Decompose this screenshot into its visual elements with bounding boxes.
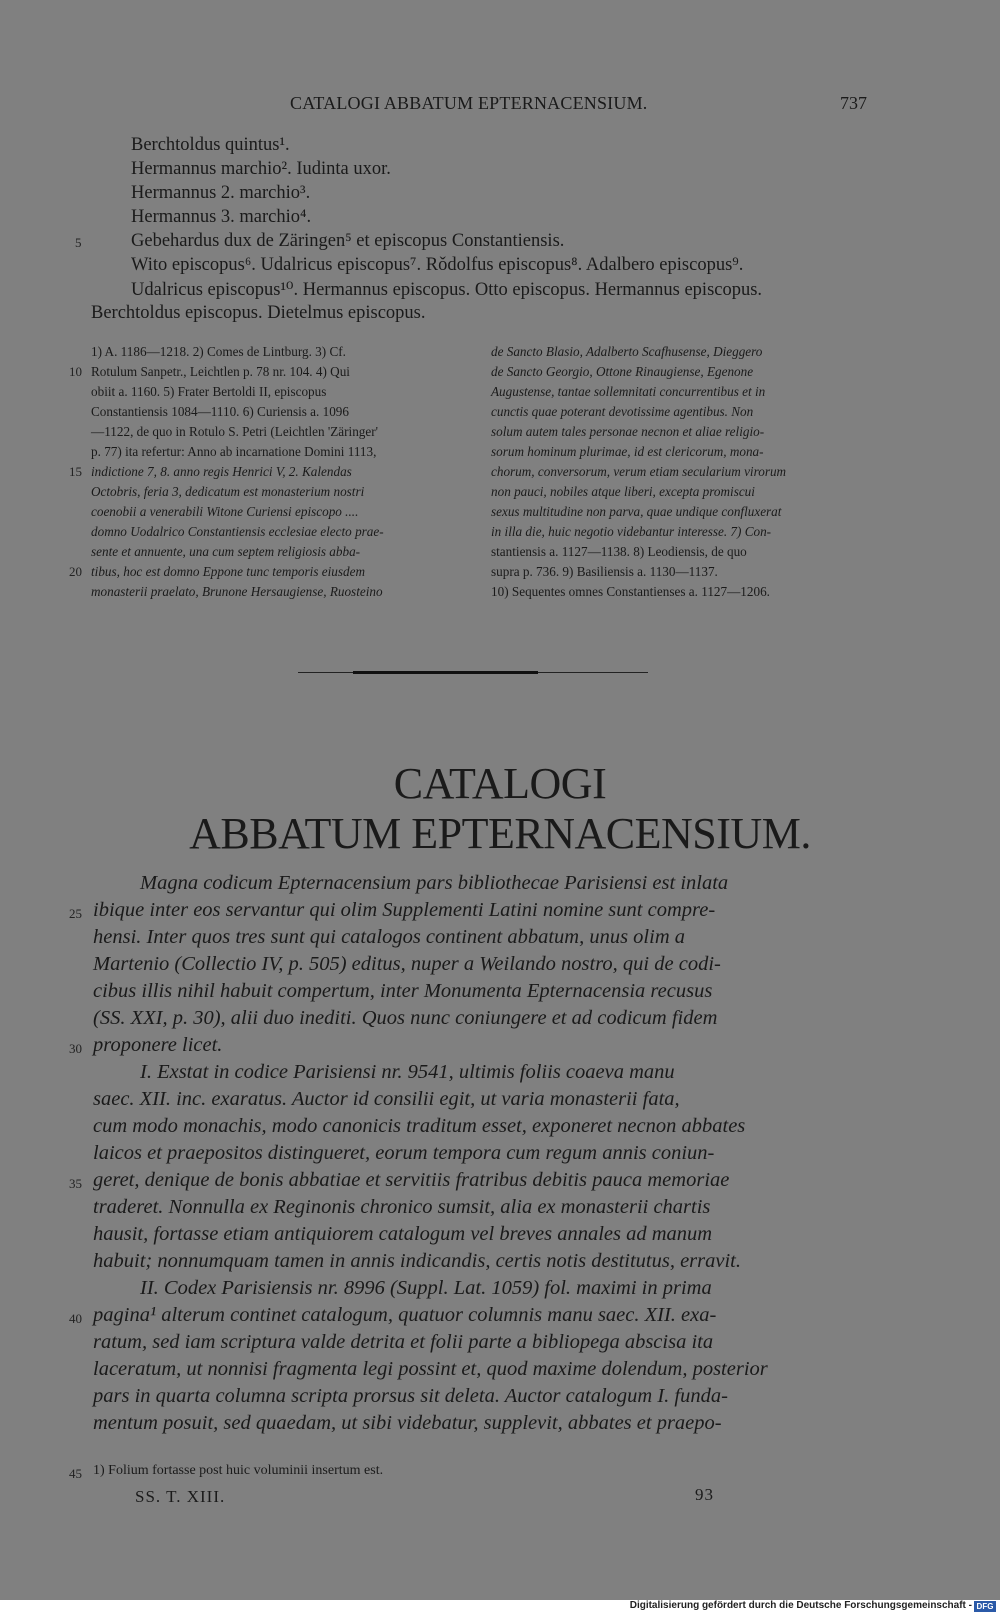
credit-text: Digitalisierung gefördert durch die Deutsche Forschungsgemeinschaft - bbox=[629, 1600, 972, 1611]
footnote-right: cunctis quae poterant devotissime agentibus. Non bbox=[491, 404, 754, 419]
line-number: 35 bbox=[69, 1176, 82, 1191]
footnote-right: de Sancto Georgio, Ottone Rinaugiense, Egenone bbox=[491, 364, 754, 379]
body-line: ratum, sed iam scriptura valde detrita et folii parte a bibliopega abscisa ita bbox=[93, 1331, 714, 1353]
body-line: Martenio (Collectio IV, p. 505) editus, nuper a Weilando nostro, qui de codi- bbox=[93, 953, 721, 975]
body-line: geret, denique de bonis abbatiae et servitiis fratribus debitis pauca memoriae bbox=[93, 1169, 730, 1191]
footnote-left: Rotulum Sanpetr., Leichtlen p. 78 nr. 104. 4) Qui bbox=[91, 364, 350, 379]
footnote-right: 10) Sequentes omnes Constantienses a. 1127—1206. bbox=[491, 584, 770, 599]
footnote-left: indictione 7, 8. anno regis Henrici V, 2. Kalendas bbox=[91, 464, 352, 479]
signature-series: SS. T. XIII. bbox=[135, 1487, 226, 1506]
body-line: proponere licet. bbox=[93, 1034, 223, 1056]
body-line: mentum posuit, sed quaedam, ut sibi videbatur, supplevit, abbates et praepo- bbox=[93, 1412, 722, 1434]
top-line: Gebehardus dux de Zäringen⁵ et episcopus Constantiensis. bbox=[131, 231, 565, 251]
line-number: 5 bbox=[75, 235, 82, 250]
top-line: Hermannus 2. marchio³. bbox=[131, 183, 311, 203]
body-line: ibique inter eos servantur qui olim Supplementi Latini nomine sunt compre- bbox=[93, 899, 716, 921]
body-footnote: 1) Folium fortasse post huic voluminii insertum est. bbox=[93, 1463, 384, 1478]
section-title-line1: CATALOGI bbox=[393, 759, 607, 808]
top-line: Udalricus episcopus¹⁰. Hermannus episcopus. Otto episcopus. Hermannus episcopus. bbox=[131, 280, 763, 300]
body-line: cum modo monachis, modo canonicis traditum esset, exponeret necnon abbates bbox=[93, 1115, 746, 1137]
line-number: 25 bbox=[69, 906, 82, 921]
footnote-right: de Sancto Blasio, Adalberto Scafhusense, Dieggero bbox=[491, 344, 763, 359]
body-line: (SS. XXI, p. 30), alii duo inediti. Quos nunc coniungere et ad codicum fidem bbox=[93, 1007, 718, 1029]
section-title-line2: ABBATUM EPTERNACENSIUM. bbox=[189, 809, 811, 858]
footnote-left: —1122, de quo in Rotulo S. Petri (Leichtlen 'Zäringer' bbox=[91, 424, 379, 439]
body-line: Magna codicum Epternacensium pars bibliothecae Parisiensi est inlata bbox=[140, 872, 729, 894]
dfg-logo-icon: DFG bbox=[974, 1601, 996, 1612]
footnote-left: sente et annuente, una cum septem religiosis abba- bbox=[91, 544, 361, 559]
footnote-left: obiit a. 1160. 5) Frater Bertoldi II, episcopus bbox=[91, 384, 327, 399]
footnote-left: tibus, hoc est domno Eppone tunc temporis eiusdem bbox=[91, 564, 365, 579]
footnote-left: 1) A. 1186—1218. 2) Comes de Lintburg. 3) Cf. bbox=[91, 344, 346, 359]
line-number: 10 bbox=[69, 364, 82, 379]
credit-bar bbox=[0, 1600, 1000, 1613]
footnote-left: Octobris, feria 3, dedicatum est monasterium nostri bbox=[91, 484, 365, 499]
footnote-right: solum autem tales personae necnon et aliae religio- bbox=[491, 424, 765, 439]
footnote-left: p. 77) ita refertur: Anno ab incarnatione Domini 1113, bbox=[91, 444, 377, 459]
top-line: Wito episcopus⁶. Udalricus episcopus⁷. Rǒdolfus episcopus⁸. Adalbero episcopus⁹. bbox=[131, 255, 744, 275]
running-header-title: CATALOGI ABBATUM EPTERNACENSIUM. bbox=[290, 93, 648, 113]
footnote-right: non pauci, nobiles atque liberi, excepta promiscui bbox=[491, 484, 755, 499]
body-line: cibus illis nihil habuit compertum, inter Monumenta Epternacensia recusus bbox=[93, 980, 713, 1002]
top-line: Hermannus marchio². Iudinta uxor. bbox=[131, 159, 391, 179]
footnote-right: sorum hominum plurimae, id est clericorum, mona- bbox=[491, 444, 764, 459]
body-line: saec. XII. inc. exaratus. Auctor id consilii egit, ut varia monasterii fata, bbox=[93, 1088, 680, 1110]
line-number: 40 bbox=[69, 1311, 82, 1326]
body-line: traderet. Nonnulla ex Reginonis chronico sumsit, alia ex monasterii chartis bbox=[93, 1196, 711, 1218]
footnote-right: sexus multitudine non parva, quae undique confluxerat bbox=[491, 504, 782, 519]
body-line: II. Codex Parisiensis nr. 8996 (Suppl. Lat. 1059) fol. maximi in prima bbox=[140, 1277, 712, 1299]
top-line: Berchtoldus quintus¹. bbox=[131, 135, 290, 155]
page-number: 737 bbox=[840, 93, 867, 113]
footnote-left: monasterii praelato, Brunone Hersaugiense, Ruosteino bbox=[91, 584, 383, 599]
footnote-right: Augustense, tantae sollemnitati concurrentibus et in bbox=[491, 384, 766, 399]
body-line: laicos et praepositos distingueret, eorum tempora cum regum annis coniun- bbox=[93, 1142, 715, 1164]
line-number: 45 bbox=[69, 1466, 82, 1481]
signature-sheet: 93 bbox=[695, 1485, 714, 1504]
body-line: habuit; nonnumquam tamen in annis indicandis, certis notis destitutus, erravit. bbox=[93, 1250, 742, 1272]
footnote-right: in illa die, huic negotio videbantur interesse. 7) Con- bbox=[491, 524, 772, 539]
top-line: Hermannus 3. marchio⁴. bbox=[131, 207, 312, 227]
footnote-right: chorum, conversorum, verum etiam secularium virorum bbox=[491, 464, 787, 479]
footnote-right: stantiensis a. 1127—1138. 8) Leodiensis, de quo bbox=[491, 544, 747, 559]
section-divider bbox=[298, 671, 648, 674]
body-line: pagina¹ alterum continet catalogum, quatuor columnis manu saec. XII. exa- bbox=[93, 1304, 717, 1326]
body-line: hensi. Inter quos tres sunt qui catalogos continent abbatum, unus olim a bbox=[93, 926, 686, 948]
body-line: hausit, fortasse etiam antiquiorem catalogum vel breves annales ad manum bbox=[93, 1223, 713, 1245]
body-line: pars in quarta columna scripta prorsus sit deleta. Auctor catalogum I. funda- bbox=[93, 1385, 728, 1407]
top-line: Berchtoldus episcopus. Dietelmus episcopus. bbox=[91, 303, 426, 323]
body-line: laceratum, ut nonnisi fragmenta legi possint et, quod maxime dolendum, posterior bbox=[93, 1358, 768, 1380]
footnote-right: supra p. 736. 9) Basiliensis a. 1130—1137. bbox=[491, 564, 718, 579]
body-line: I. Exstat in codice Parisiensi nr. 9541, ultimis foliis coaeva manu bbox=[140, 1061, 675, 1083]
line-number: 30 bbox=[69, 1041, 82, 1056]
footnote-left: coenobii a venerabili Witone Curiensi episcopo .... bbox=[91, 504, 359, 519]
line-number: 20 bbox=[69, 564, 82, 579]
line-number: 15 bbox=[69, 464, 82, 479]
footnote-left: domno Uodalrico Constantiensis ecclesiae electo prae- bbox=[91, 524, 384, 539]
footnote-left: Constantiensis 1084—1110. 6) Curiensis a. 1096 bbox=[91, 404, 349, 419]
